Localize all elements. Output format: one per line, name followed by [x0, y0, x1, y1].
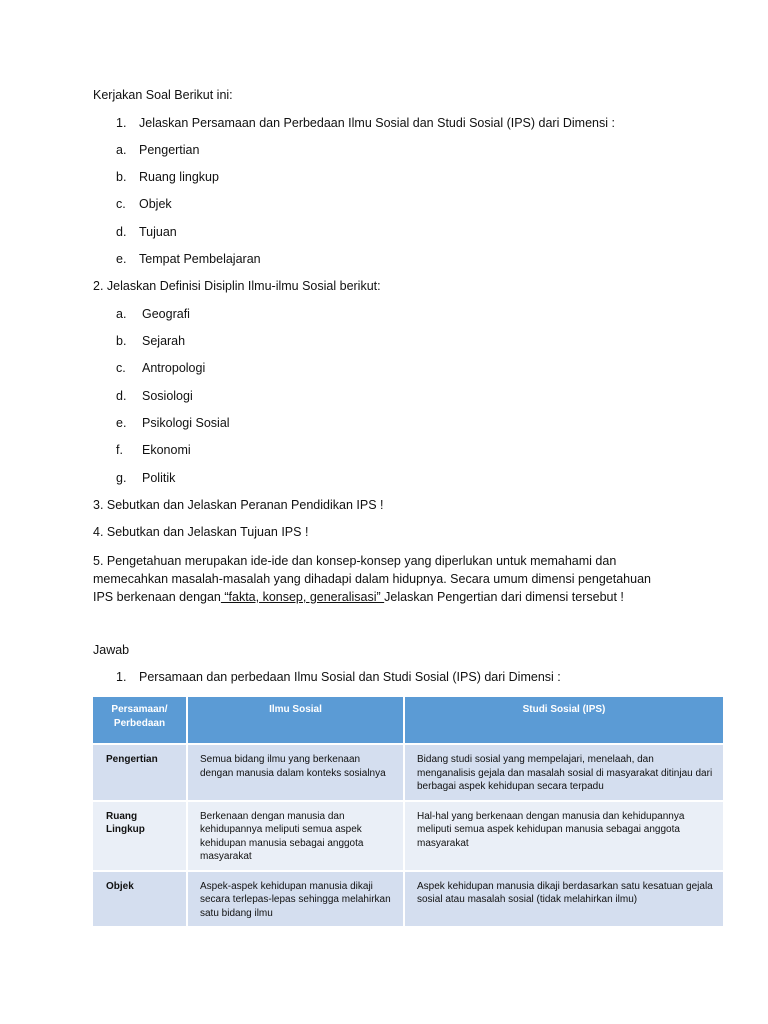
question-2-text: 2. Jelaskan Definisi Disiplin Ilmu-ilmu Sosial berikut: [93, 279, 381, 293]
table-header-cell: Persamaan/ Perbedaan [93, 697, 187, 744]
q1-item-marker: a. [116, 143, 127, 157]
q2-item-text: Sejarah [142, 334, 186, 348]
ilmu-sosial-cell: Berkenaan dengan manusia dan kehidupannya meliputi semua aspek kehidupan manusia sebagai anggota masyarakat [187, 801, 404, 871]
table-row [93, 871, 724, 927]
q2-item-text: Politik [142, 471, 176, 485]
underlined-phrase: “fakta, konsep, generalisasi” [220, 590, 385, 604]
q1-item-text: Pengertian [139, 143, 200, 157]
row-label-cell: Pengertian [93, 744, 187, 801]
q2-item-marker: e. [116, 416, 127, 430]
question-5-line: memecahkan masalah-masalah yang dihadapi dalam hidupnya. Secara umum dimensi pengetahuan [93, 572, 651, 586]
q1-item-marker: e. [116, 252, 127, 266]
q2-item-marker: d. [116, 389, 127, 403]
q1-item-text: Ruang lingkup [139, 170, 219, 184]
q2-item-text: Psikologi Sosial [142, 416, 230, 430]
q2-item-marker: a. [116, 307, 127, 321]
studi-sosial-cell: Aspek kehidupan manusia dikaji berdasarkan satu kesatuan gejala sosial atau masalah sosial (tidak melahirkan ilmu) [404, 871, 724, 927]
question-5-line [93, 588, 693, 606]
q2-item-marker: g. [116, 471, 127, 485]
q2-item-text: Ekonomi [142, 443, 191, 457]
studi-sosial-cell: Bidang studi sosial yang mempelajari, menelaah, dan menganalisis gejala dan masalah sosial di masyarakat ditinjau dari berbagai aspek kehidupan secara terpadu [404, 744, 724, 801]
q2-item-text: Antropologi [142, 361, 206, 375]
row-label-cell: Ruang Lingkup [93, 801, 187, 871]
q1-item-marker: b. [116, 170, 127, 184]
q1-item-text: Tempat Pembelajaran [139, 252, 261, 266]
studi-sosial-cell: Hal-hal yang berkenaan dengan manusia dan kehidupannya meliputi semua aspek kehidupan manusia sebagai anggota masyarakat [404, 801, 724, 871]
answer-1-number: 1. [116, 670, 127, 684]
q2-item-marker: b. [116, 334, 127, 348]
question-5-paragraph [93, 552, 693, 606]
question-1-text: Jelaskan Persamaan dan Perbedaan Ilmu Sosial dan Studi Sosial (IPS) dari Dimensi : [139, 116, 615, 130]
q1-item-text: Tujuan [139, 225, 177, 239]
question-5-text-after: Jelaskan Pengertian dari dimensi tersebut ! [384, 590, 624, 604]
question-4-text: 4. Sebutkan dan Jelaskan Tujuan IPS ! [93, 525, 309, 539]
ilmu-sosial-cell: Semua bidang ilmu yang berkenaan dengan manusia dalam konteks sosialnya [187, 744, 404, 801]
q2-item-text: Sosiologi [142, 389, 193, 403]
q1-item-marker: d. [116, 225, 127, 239]
ilmu-sosial-cell: Aspek-aspek kehidupan manusia dikaji secara terlepas-lepas sehingga melahirkan satu bidang ilmu [187, 871, 404, 927]
table-row [93, 801, 724, 871]
q1-item-text: Objek [139, 197, 172, 211]
q2-item-text: Geografi [142, 307, 190, 321]
q2-item-marker: c. [116, 361, 126, 375]
table-row [93, 744, 724, 801]
answer-heading: Jawab [93, 643, 130, 657]
q1-item-marker: c. [116, 197, 126, 211]
question-3-text: 3. Sebutkan dan Jelaskan Peranan Pendidikan IPS ! [93, 498, 384, 512]
question-5-text-before: IPS berkenaan dengan [93, 590, 221, 604]
question-1-number: 1. [116, 116, 127, 130]
table-header-cell: Studi Sosial (IPS) [404, 697, 724, 744]
comparison-table [93, 697, 725, 926]
row-label-cell: Objek [93, 871, 187, 927]
answer-1-text: Persamaan dan perbedaan Ilmu Sosial dan Studi Sosial (IPS) dari Dimensi : [139, 670, 561, 684]
q2-item-marker: f. [116, 443, 123, 457]
question-5-line: 5. Pengetahuan merupakan ide-ide dan konsep-konsep yang diperlukan untuk memahami dan [93, 554, 617, 568]
table-header-cell: Ilmu Sosial [187, 697, 404, 744]
intro-text: Kerjakan Soal Berikut ini: [93, 88, 233, 102]
table-header-row [93, 697, 724, 744]
